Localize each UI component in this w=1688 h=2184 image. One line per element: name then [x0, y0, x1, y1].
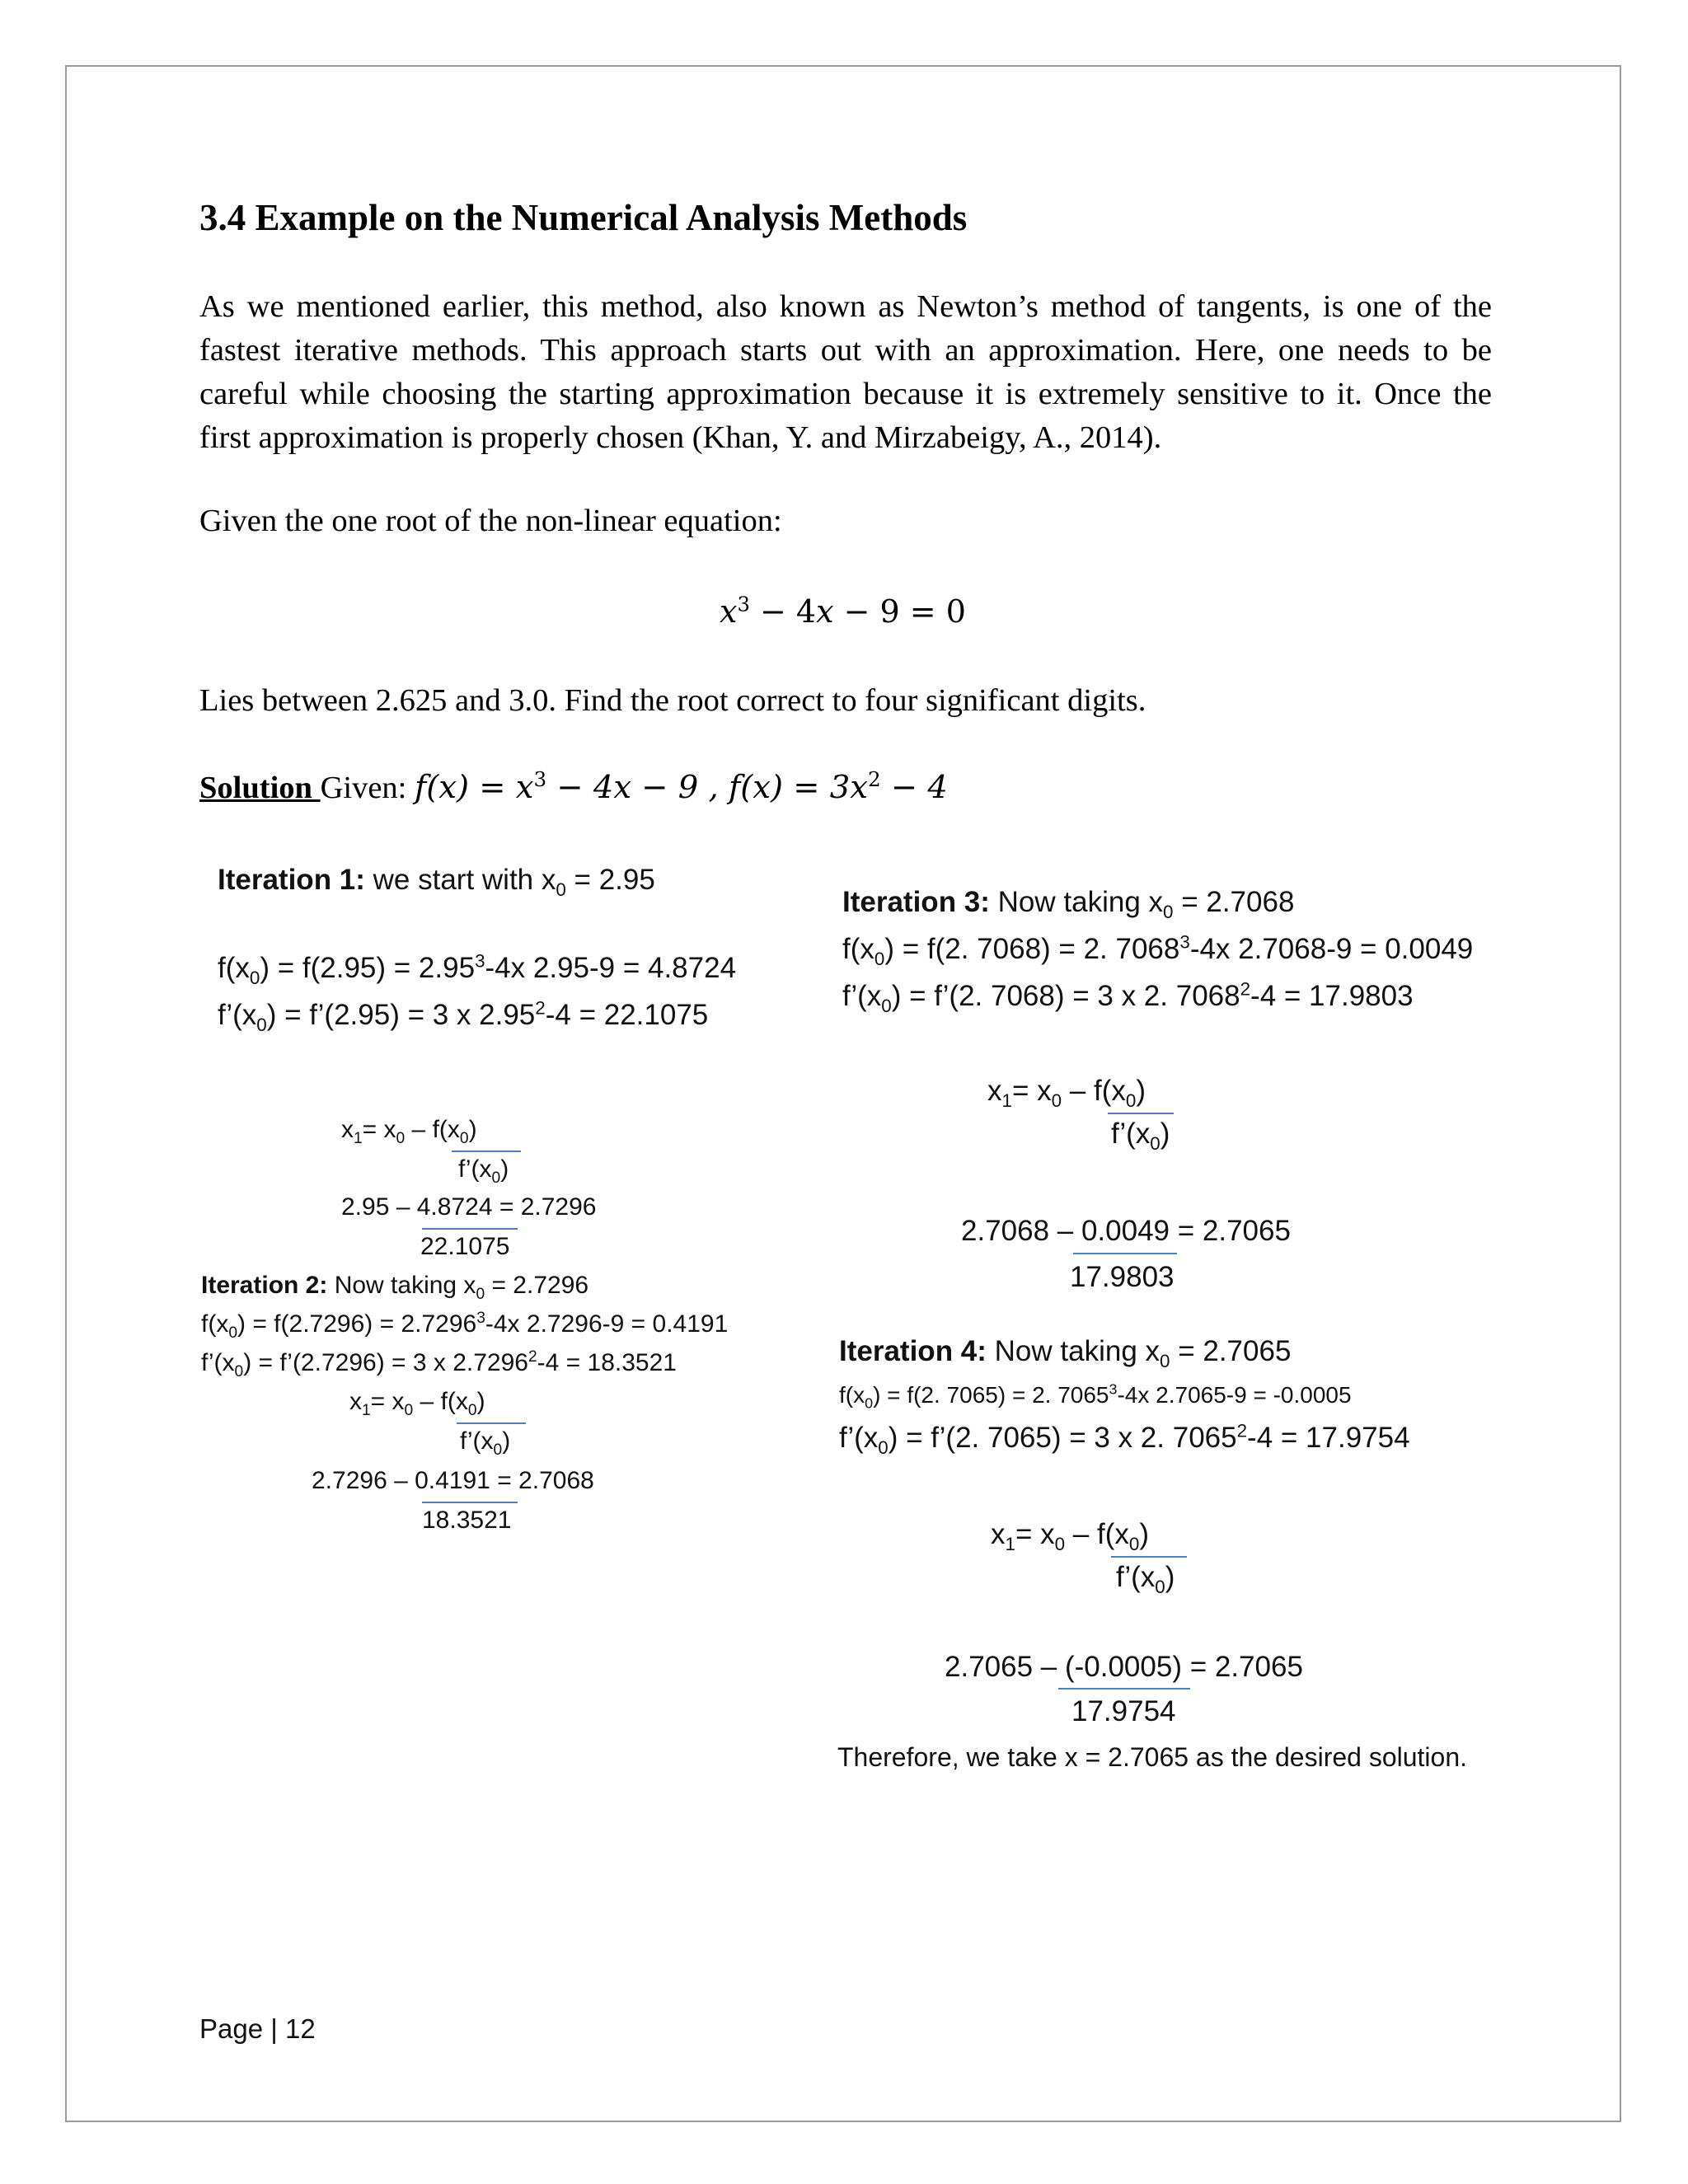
subscript: 1	[362, 1402, 371, 1419]
iteration-value: = 2.7296	[485, 1272, 589, 1299]
paren: )	[500, 1155, 509, 1183]
iteration-4-fprime-line	[839, 1420, 1410, 1458]
formula-denominator: f’(x	[1116, 1561, 1156, 1593]
formula-numerator: f(x	[432, 1116, 460, 1143]
f-label: f(x	[201, 1310, 229, 1338]
subscript: 0	[1160, 1351, 1170, 1371]
superscript: 3	[475, 950, 485, 972]
f-label: f(x	[839, 1382, 865, 1408]
paren: )	[1165, 1561, 1175, 1593]
solution-label: Solution	[199, 771, 321, 805]
iteration-2-f-line	[201, 1310, 729, 1342]
iteration-4-f-line	[839, 1380, 1352, 1412]
superscript: 2	[528, 1348, 537, 1366]
superscript: 3	[1179, 931, 1190, 953]
given-text: Given the one root of the non-linear equation:	[199, 504, 782, 538]
fx-expr: f(x) = x	[415, 769, 534, 806]
intro-paragraph	[199, 285, 1492, 460]
main-equation	[720, 593, 966, 630]
iteration-1-heading-line	[218, 864, 655, 900]
superscript: 3	[1109, 1380, 1118, 1398]
iteration-2-denominator: 18.3521	[422, 1507, 512, 1534]
formula-denominator: f’(x	[458, 1155, 492, 1183]
superscript: 3	[476, 1310, 485, 1327]
iteration-value: = 2.95	[565, 864, 655, 896]
fprime-label: f’(x	[842, 980, 882, 1012]
iteration-4-formula-denominator	[1116, 1561, 1175, 1597]
subscript: 0	[878, 1437, 889, 1458]
iteration-3-heading-line	[842, 886, 1295, 922]
iteration-3-f-line	[842, 931, 1474, 969]
fprime-label: f’(x	[201, 1349, 235, 1376]
subscript: 0	[1150, 1133, 1160, 1154]
minus-sign: –	[1065, 1518, 1097, 1550]
fx-expr-tail: − 4x − 9 ,	[546, 769, 729, 806]
page-number: Page | 12	[199, 2013, 316, 2044]
iteration-1-numerator: 2.95 – 4.8724 = 2.7296	[341, 1193, 597, 1221]
solution-given: Given:	[320, 771, 415, 805]
f-eval: ) = f(2. 7068) = 2. 7068	[884, 933, 1180, 965]
subscript: 0	[493, 1441, 503, 1459]
subscript: 0	[1155, 1577, 1165, 1597]
paragraph-line: fastest iterative methods. This approach starts out with an approximation. Here, one needs to be	[199, 333, 1492, 368]
iteration-4-heading-line	[839, 1335, 1292, 1371]
subscript: 0	[1163, 902, 1174, 922]
subscript: 0	[874, 949, 885, 969]
subscript: 0	[1054, 1534, 1066, 1554]
subscript: 0	[1128, 1534, 1140, 1554]
iteration-1-f-line	[218, 950, 737, 988]
fprime-eval: ) = f’(2.95) = 3 x 2.95	[266, 999, 536, 1031]
iteration-1-formula-denominator	[458, 1155, 509, 1187]
iteration-intro: Now taking x	[327, 1272, 476, 1299]
subscript: 1	[1005, 1534, 1015, 1554]
f-eval: ) = f(2. 7065) = 2. 7065	[873, 1382, 1109, 1408]
iteration-3-heading: Iteration 3:	[842, 886, 990, 918]
iteration-intro: Now taking x	[989, 886, 1164, 918]
fprime-label: f’(x	[218, 999, 257, 1031]
f-result: -4x 2.7068-9 = 0.0049	[1189, 933, 1474, 965]
subscript: 0	[1051, 1090, 1062, 1111]
formula-eq: = x	[370, 1388, 405, 1415]
iteration-2-formula	[349, 1388, 485, 1419]
iteration-3-denominator: 17.9803	[1070, 1261, 1175, 1293]
fprime-eval: ) = f’(2. 7065) = 3 x 2. 7065	[888, 1422, 1237, 1454]
iteration-2-formula-denominator	[460, 1427, 511, 1459]
iteration-value: = 2.7065	[1170, 1335, 1292, 1367]
fprime-result: -4 = 17.9754	[1247, 1422, 1410, 1454]
lies-text: Lies between 2.625 and 3.0. Find the root correct to four significant digits.	[199, 683, 1146, 718]
subscript: 0	[228, 1324, 237, 1342]
subscript: 0	[459, 1130, 469, 1147]
paragraph-line: first approximation is properly chosen (Khan, Y. and Mirzabeigy, A., 2014).	[199, 420, 1162, 455]
formula-eq: = x	[1011, 1075, 1052, 1107]
eq-part: − 4	[749, 593, 817, 630]
f-eval: ) = f(2.7296) = 2.7296	[237, 1310, 477, 1338]
eq-part: − 9 = 0	[833, 593, 966, 630]
iteration-3-fprime-line	[842, 978, 1414, 1016]
fprime-result: -4 = 18.3521	[537, 1349, 677, 1376]
eq-var: x	[816, 593, 834, 630]
x-var: x	[341, 1116, 354, 1143]
f-eval: ) = f(2.95) = 2.95	[260, 952, 476, 984]
x-var: x	[987, 1075, 1002, 1107]
paren: )	[1139, 1518, 1149, 1550]
fraction-bar	[1108, 1113, 1174, 1114]
iteration-3-formula-denominator	[1111, 1118, 1170, 1154]
iteration-3-formula	[987, 1075, 1146, 1111]
subscript: 1	[354, 1130, 363, 1147]
paragraph-line: careful while choosing the starting approximation because it is extremely sensitive to it. Once the	[199, 377, 1492, 411]
solution-fx	[415, 769, 948, 806]
minus-sign: –	[405, 1116, 433, 1143]
iteration-2-heading: Iteration 2:	[201, 1272, 328, 1299]
subscript: 0	[234, 1363, 244, 1380]
fprime-result: -4 = 17.9803	[1250, 980, 1414, 1012]
iteration-1-denominator: 22.1075	[420, 1233, 510, 1260]
minus-sign: –	[413, 1388, 441, 1415]
f-result: -4x 2.7296-9 = 0.4191	[485, 1310, 729, 1338]
iteration-2-numerator: 2.7296 – 0.4191 = 2.7068	[312, 1467, 594, 1494]
iteration-4-heading: Iteration 4:	[839, 1335, 987, 1367]
formula-numerator: f(x	[440, 1388, 468, 1415]
iteration-4-numerator: 2.7065 – (-0.0005) = 2.7065	[945, 1651, 1303, 1683]
iteration-3-numerator: 2.7068 – 0.0049 = 2.7065	[961, 1215, 1291, 1247]
formula-denominator: f’(x	[460, 1427, 494, 1455]
fprime-label: f’(x	[839, 1422, 879, 1454]
paren: )	[502, 1427, 511, 1455]
superscript: 2	[535, 997, 546, 1019]
minus-sign: –	[1062, 1075, 1094, 1107]
subscript: 0	[467, 1402, 477, 1419]
solution-line	[199, 769, 948, 806]
subscript: 0	[491, 1169, 501, 1187]
fraction-bar	[422, 1502, 518, 1503]
fraction-bar	[1111, 1556, 1187, 1558]
subscript: 0	[865, 1394, 874, 1412]
iteration-1-formula	[341, 1116, 477, 1147]
subscript: 0	[476, 1286, 485, 1303]
f-label: f(x	[842, 933, 874, 965]
subscript: 0	[1125, 1090, 1137, 1111]
f-result: -4x 2.7065-9 = -0.0005	[1117, 1382, 1352, 1408]
fraction-bar	[1073, 1253, 1177, 1254]
iteration-value: = 2.7068	[1173, 886, 1295, 918]
x-var: x	[991, 1518, 1006, 1550]
iteration-intro: we start with x	[364, 864, 556, 896]
conclusion-text: Therefore, we take x = 2.7065 as the desired solution.	[837, 1742, 1468, 1772]
f-result: -4x 2.95-9 = 4.8724	[485, 952, 737, 984]
fpx-expr: f(x) = 3x	[729, 769, 868, 806]
iteration-intro: Now taking x	[986, 1335, 1160, 1367]
x-var: x	[349, 1388, 362, 1415]
paragraph-line: As we mentioned earlier, this method, also known as Newton’s method of tangents, is one of the	[199, 289, 1492, 324]
superscript: 2	[1236, 1420, 1248, 1441]
fraction-bar	[452, 1151, 521, 1152]
fprime-eval: ) = f’(2.7296) = 3 x 2.7296	[243, 1349, 528, 1376]
superscript: 2	[1240, 978, 1251, 1000]
formula-numerator: f(x	[1097, 1518, 1129, 1550]
fpx-expr-tail: − 4	[880, 769, 948, 806]
paren: )	[468, 1116, 477, 1143]
formula-eq: = x	[1015, 1518, 1055, 1550]
iteration-1-fprime-line	[218, 997, 709, 1035]
fprime-eval: ) = f’(2. 7068) = 3 x 2. 7068	[891, 980, 1240, 1012]
paren: )	[476, 1388, 485, 1415]
fraction-bar	[457, 1422, 526, 1424]
iteration-4-formula	[991, 1518, 1149, 1554]
subscript: 1	[1001, 1090, 1012, 1111]
eq-exponent: 3	[737, 592, 750, 616]
iteration-2-heading-line	[201, 1272, 589, 1303]
subscript: 0	[881, 996, 892, 1016]
eq-var: x	[720, 593, 738, 630]
fprime-result: -4 = 22.1075	[545, 999, 709, 1031]
subscript: 0	[249, 968, 260, 988]
iteration-2-fprime-line	[201, 1348, 677, 1380]
fraction-bar	[422, 1228, 518, 1230]
iteration-4-denominator: 17.9754	[1071, 1695, 1176, 1727]
fpx-exp: 2	[867, 767, 881, 792]
paren: )	[1136, 1075, 1146, 1107]
formula-eq: = x	[362, 1116, 396, 1143]
fx-exp: 3	[533, 767, 547, 792]
paren: )	[1160, 1118, 1170, 1150]
iteration-1-heading: Iteration 1:	[218, 864, 365, 896]
subscript: 0	[556, 879, 566, 900]
formula-numerator: f(x	[1094, 1075, 1126, 1107]
subscript: 0	[396, 1130, 406, 1147]
section-title: 3.4 Example on the Numerical Analysis Methods	[199, 197, 968, 238]
fraction-bar	[1058, 1688, 1190, 1690]
formula-denominator: f’(x	[1111, 1118, 1151, 1150]
subscript: 0	[404, 1402, 414, 1419]
f-label: f(x	[218, 952, 250, 984]
subscript: 0	[256, 1015, 267, 1035]
